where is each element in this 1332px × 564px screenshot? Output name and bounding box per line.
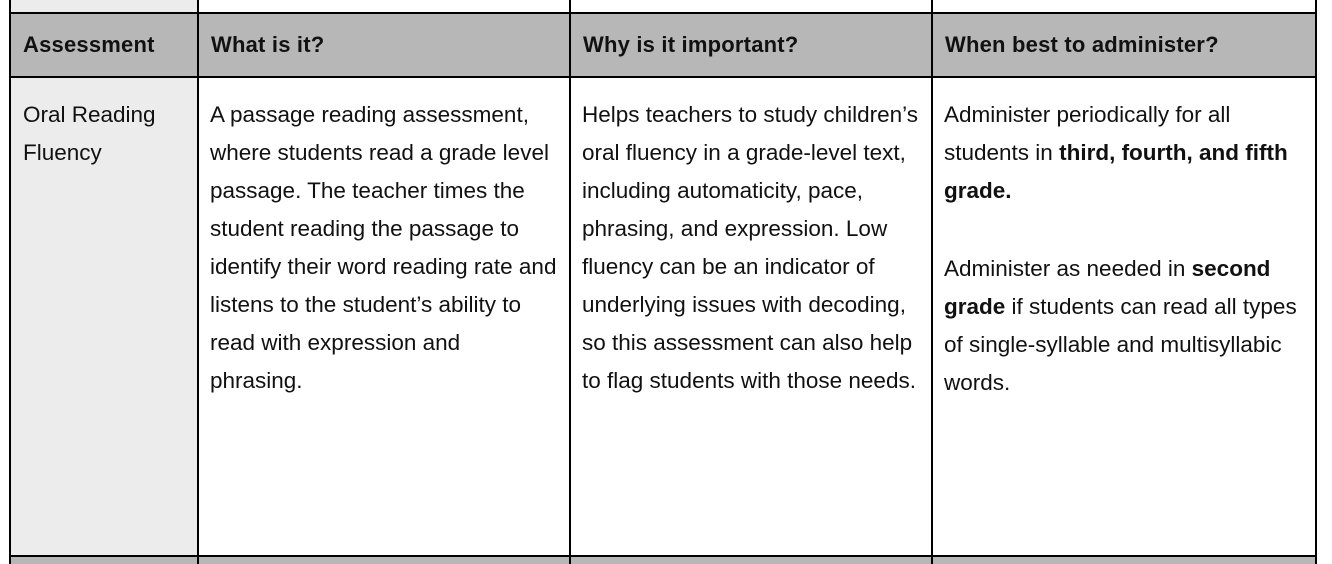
cell-when-administer — [932, 78, 1316, 556]
why-important-text: Helps teachers to study children’s oral fluency in a grade-level text, including automaticity, pace, phrasing, and expression. Low fluency can be an indicator of underlying issues with decoding, so this assessment can also help to flag students with those needs. — [582, 102, 919, 393]
header-why-important: Why is it important? — [570, 13, 932, 77]
next-row-cell-assessment — [10, 557, 198, 564]
border-header-bottom — [9, 76, 1317, 78]
next-row-cell-why — [570, 557, 932, 564]
border-row-bottom — [9, 555, 1317, 557]
when-p2-before: Administer as needed in — [944, 256, 1192, 281]
when-p2-bold: second grade — [944, 256, 1271, 319]
header-assessment: Assessment — [10, 13, 198, 77]
when-p1-bold: third, fourth, and fifth grade. — [944, 140, 1288, 203]
cell-why-important — [570, 78, 932, 556]
next-row-cell-what — [198, 557, 570, 564]
border-left — [9, 0, 11, 564]
header-when-administer: When best to administer? — [932, 13, 1316, 77]
assessment-name-text: Oral Reading Fluency — [23, 102, 156, 165]
when-paragraph-1 — [944, 96, 1304, 210]
when-paragraph-2 — [944, 250, 1304, 402]
when-p1-text: Administer periodically for all students in — [944, 102, 1231, 165]
cell-what-is-it — [198, 78, 570, 556]
cell-assessment-name — [10, 78, 198, 556]
next-row-cell-when — [932, 557, 1316, 564]
border-top — [9, 12, 1317, 14]
border-col-1 — [197, 0, 199, 564]
border-col-3 — [931, 0, 933, 564]
when-p2-suffix: if students can read all types of single-syllable and multisyllabic words. — [944, 294, 1297, 395]
border-right — [1315, 0, 1317, 564]
what-is-it-text: A passage reading assessment, where students read a grade level passage. The teacher times the student reading the passage to identify their word reading rate and listens to the student’s ability to read with expression and phrasing. — [210, 102, 557, 393]
header-what-is-it: What is it? — [198, 13, 570, 77]
border-col-2 — [569, 0, 571, 564]
